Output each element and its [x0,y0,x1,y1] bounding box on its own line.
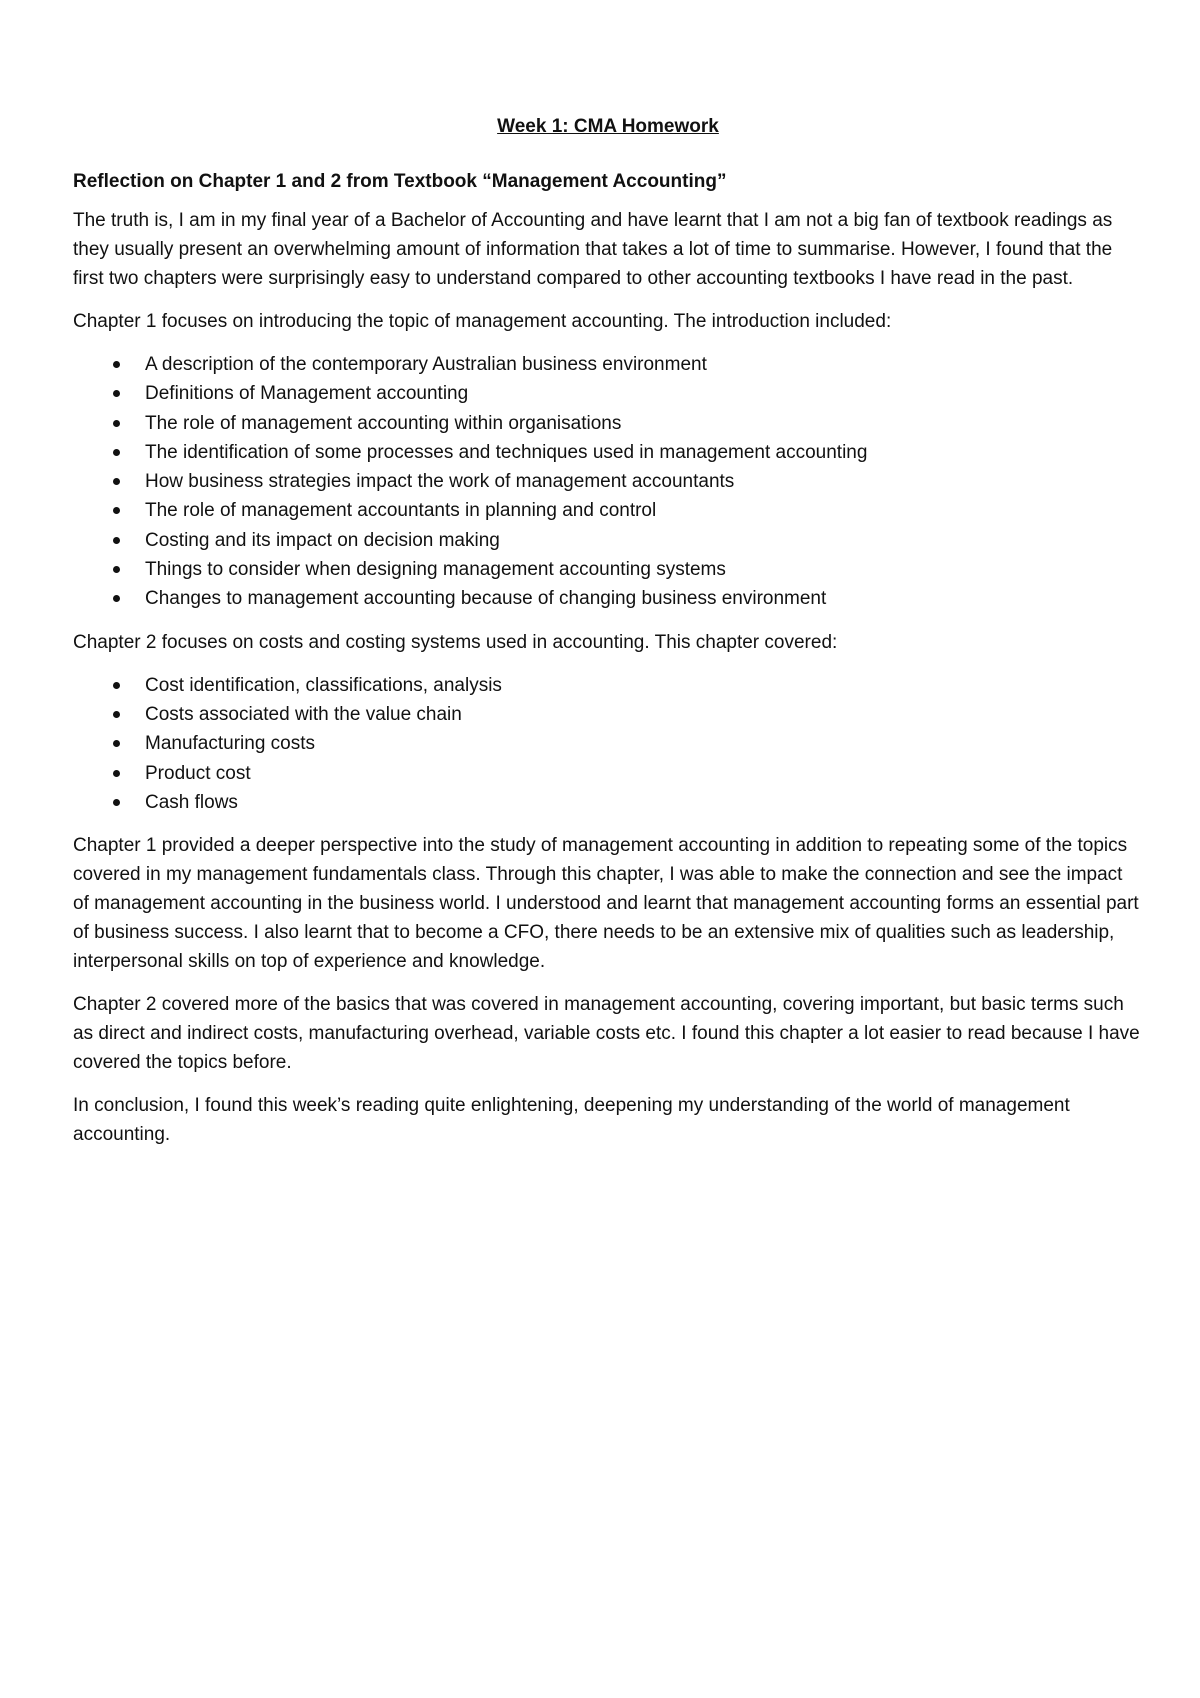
list-item-text: Product cost [145,762,251,784]
bullet-icon [113,595,120,602]
section-heading: Reflection on Chapter 1 and 2 from Textbook “Management Accounting” [73,171,727,192]
list-item [113,671,1143,700]
document-title: Week 1: CMA Homework [497,116,719,137]
bullet-icon [113,682,120,689]
list-item-text: Cash flows [145,791,238,813]
list-item [113,526,1143,555]
list-item [113,438,1143,467]
bullet-icon [113,566,120,573]
list-item [113,729,1143,758]
list-item [113,467,1143,496]
list-item-text: Definitions of Management accounting [145,383,469,405]
list-item-text: Costing and its impact on decision making [145,529,500,551]
list-item-text: How business strategies impact the work of management accountants [145,471,735,493]
list-item [113,379,1143,408]
list-item [113,788,1143,817]
chapter2-intro-paragraph: Chapter 2 focuses on costs and costing systems used in accounting. This chapter covered: [73,631,838,653]
bullet-icon [113,478,120,485]
document-page [73,112,1143,1163]
list-item-text: Changes to management accounting because of changing business environment [145,588,827,610]
chapter1-intro-paragraph: Chapter 1 focuses on introducing the topic of management accounting. The introduction included: [73,311,892,332]
chapter2-list [73,671,1143,817]
bullet-icon [113,449,120,456]
bullet-icon [113,390,120,397]
list-item-text: A description of the contemporary Australian business environment [145,354,707,375]
bullet-icon [113,537,120,544]
list-item [113,350,1143,379]
list-item [113,409,1143,438]
list-item [113,555,1143,584]
list-item [113,496,1143,525]
list-item-text: Manufacturing costs [145,733,316,755]
bullet-icon [113,770,120,777]
list-item-text: Cost identification, classifications, analysis [145,674,502,696]
chapter2-reflection-paragraph: Chapter 2 covered more of the basics that was covered in management accounting, covering important, but basic terms such as direct and indirect costs, manufacturing overhead, variable costs etc. I found this chapter a lot easier to read because I have covered the topics before. [73,994,1140,1074]
bullet-icon [113,420,120,427]
chapter1-list [73,350,1143,614]
chapter1-reflection-paragraph: Chapter 1 provided a deeper perspective into the study of management accounting in addition to repeating some of the topics covered in my management fundamentals class. Through this chapter, I was able to make the connection and see the impact of management accounting in the business world. I understood and learnt that management accounting forms an essential part of business success. I also learnt that to become a CFO, there needs to be an extensive mix of qualities such as leadership, interpersonal skills on top of experience and knowledge. [73,835,1139,973]
list-item [113,759,1143,788]
bullet-icon [113,361,120,368]
bullet-icon [113,740,120,747]
list-item [113,700,1143,729]
list-item [113,584,1143,613]
intro-paragraph: The truth is, I am in my final year of a Bachelor of Accounting and have learnt that I am not a big fan of textbook readings as they usually present an overwhelming amount of information that takes a lot of time to summarise. However, I found that the first two chapters were surprisingly easy to understand compared to other accounting textbooks I have read in the past. [73,210,1113,289]
list-item-text: The role of management accountants in planning and control [145,500,657,522]
list-item-text: The role of management accounting within organisations [145,412,622,434]
list-item-text: The identification of some processes and techniques used in management accounting [145,441,868,463]
list-item-text: Costs associated with the value chain [145,703,462,725]
conclusion-paragraph: In conclusion, I found this week’s reading quite enlightening, deepening my understanding of the world of management accounting. [73,1095,1070,1146]
bullet-icon [113,507,120,514]
list-item-text: Things to consider when designing management accounting systems [145,559,726,581]
bullet-icon [113,711,120,718]
bullet-icon [113,799,120,806]
